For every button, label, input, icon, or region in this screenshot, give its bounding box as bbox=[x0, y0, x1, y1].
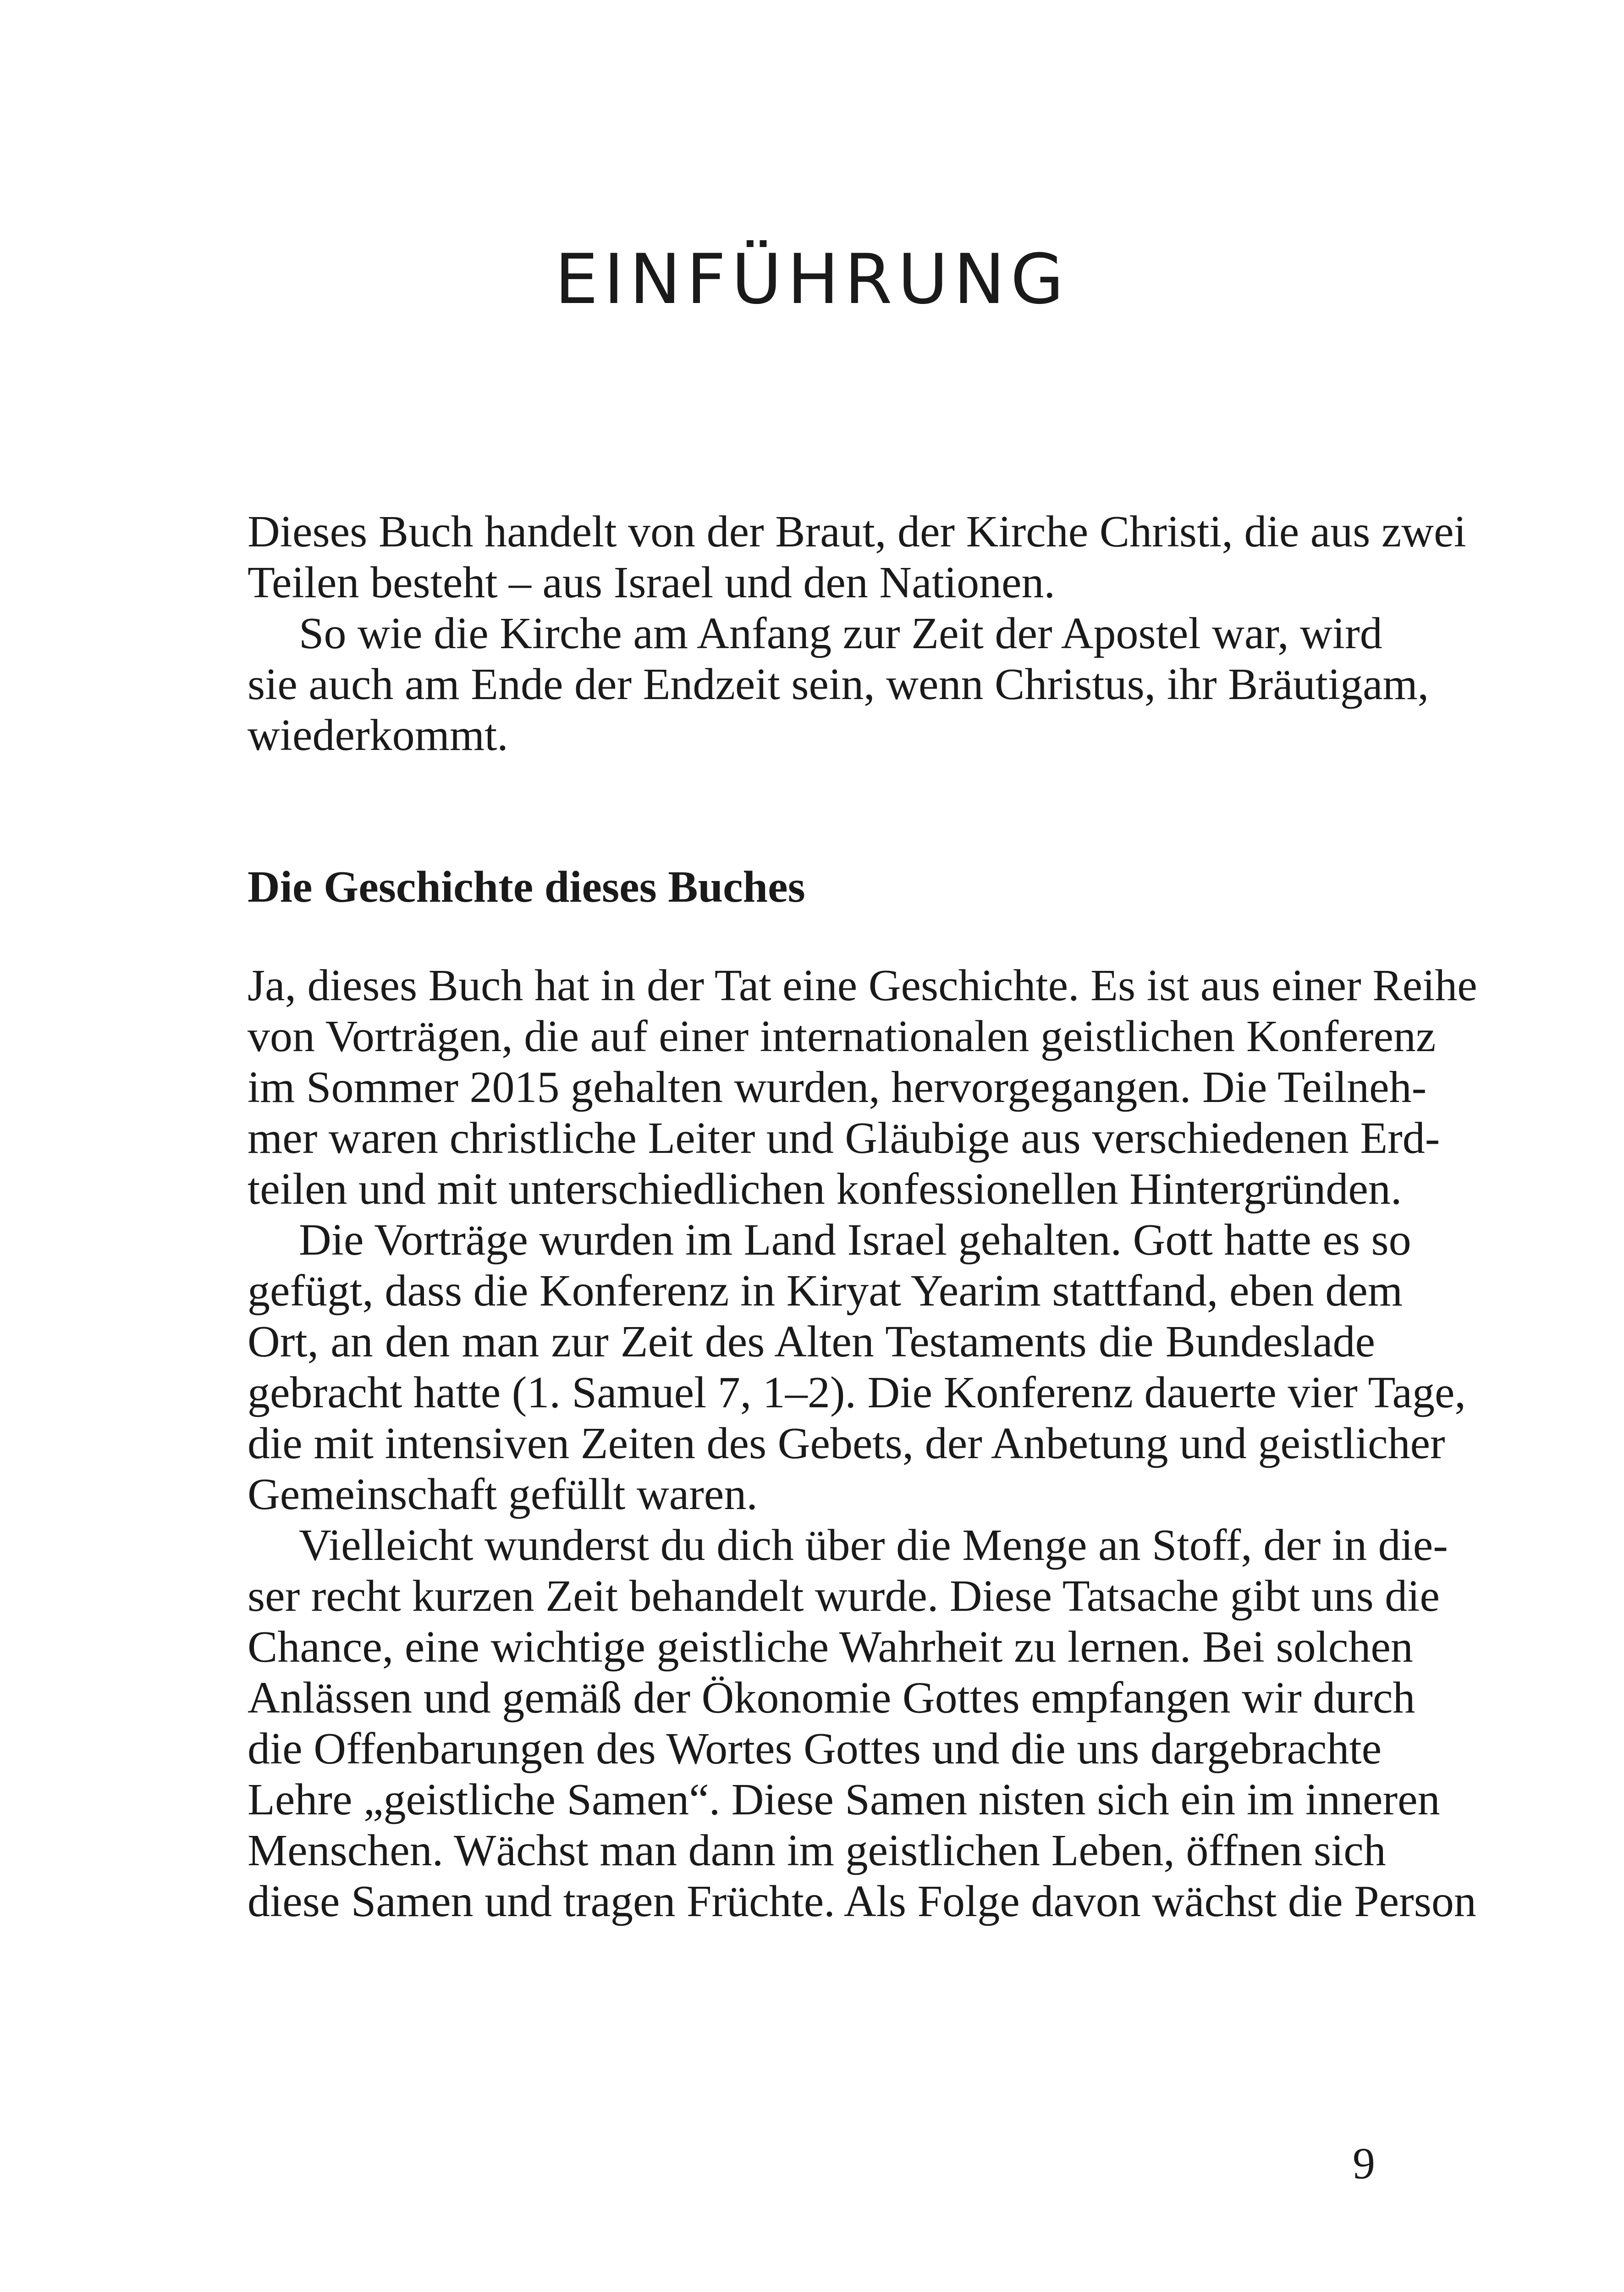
text-line: Gemeinschaft gefüllt waren. bbox=[248, 1470, 758, 1519]
section-body-text bbox=[248, 960, 1477, 1927]
text-line: Dieses Buch handelt von der Braut, der Kirche Christi, die aus zwei bbox=[248, 507, 1466, 556]
paragraph bbox=[248, 1215, 1466, 1520]
paragraph bbox=[248, 1520, 1476, 1927]
text-line: Menschen. Wächst man dann im geistlichen Leben, öffnen sich bbox=[248, 1826, 1386, 1875]
paragraph bbox=[248, 507, 1466, 608]
text-line: So wie die Kirche am Anfang zur Zeit der Apostel war, wird bbox=[299, 609, 1382, 658]
text-line: gebracht hatte (1. Samuel 7, 1–2). Die Konferenz dauerte vier Tage, bbox=[248, 1368, 1466, 1417]
intro-text bbox=[248, 507, 1466, 761]
text-line: diese Samen und tragen Früchte. Als Folge davon wächst die Person bbox=[248, 1877, 1476, 1926]
text-line: die Offenbarungen des Wortes Gottes und die uns dargebrachte bbox=[248, 1724, 1382, 1774]
text-line: mer waren christliche Leiter und Gläubige aus verschiedenen Erd- bbox=[248, 1113, 1440, 1163]
paragraph bbox=[248, 960, 1477, 1215]
text-line: die mit intensiven Zeiten des Gebets, der Anbetung und geistlicher bbox=[248, 1419, 1445, 1468]
text-line: von Vorträgen, die auf einer internationalen geistlichen Konferenz bbox=[248, 1012, 1436, 1061]
text-line: Die Vorträge wurden im Land Israel gehalten. Gott hatte es so bbox=[299, 1215, 1411, 1265]
text-line: sie auch am Ende der Endzeit sein, wenn Christus, ihr Bräutigam, bbox=[248, 660, 1429, 709]
section-heading: Die Geschichte dieses Buches bbox=[248, 862, 805, 912]
text-line: Ort, an den man zur Zeit des Alten Testaments die Bundeslade bbox=[248, 1317, 1375, 1366]
paragraph bbox=[248, 608, 1429, 761]
text-line: gefügt, dass die Konferenz in Kiryat Yearim stattfand, eben dem bbox=[248, 1266, 1403, 1316]
text-line: ser recht kurzen Zeit behandelt wurde. Diese Tatsache gibt uns die bbox=[248, 1571, 1440, 1621]
text-line: Chance, eine wichtige geistliche Wahrheit zu lernen. Bei solchen bbox=[248, 1622, 1413, 1672]
text-line: Anlässen und gemäß der Ökonomie Gottes empfangen wir durch bbox=[248, 1673, 1415, 1723]
text-line: Vielleicht wunderst du dich über die Menge an Stoff, der in die- bbox=[299, 1521, 1448, 1570]
text-line: Teilen besteht – aus Israel und den Nationen. bbox=[248, 558, 1056, 607]
page-number: 9 bbox=[1353, 2139, 1375, 2188]
text-line: im Sommer 2015 gehalten wurden, hervorgegangen. Die Teilneh- bbox=[248, 1063, 1427, 1112]
text-line: wiederkommt. bbox=[248, 711, 508, 760]
text-line: Lehre „geistliche Samen“. Diese Samen nisten sich ein im inneren bbox=[248, 1775, 1440, 1824]
text-line: Ja, dieses Buch hat in der Tat eine Geschichte. Es ist aus einer Reihe bbox=[248, 961, 1477, 1010]
page-title: EINFÜHRUNG bbox=[555, 240, 1069, 320]
text-line: teilen und mit unterschiedlichen konfessionellen Hintergründen. bbox=[248, 1164, 1402, 1214]
